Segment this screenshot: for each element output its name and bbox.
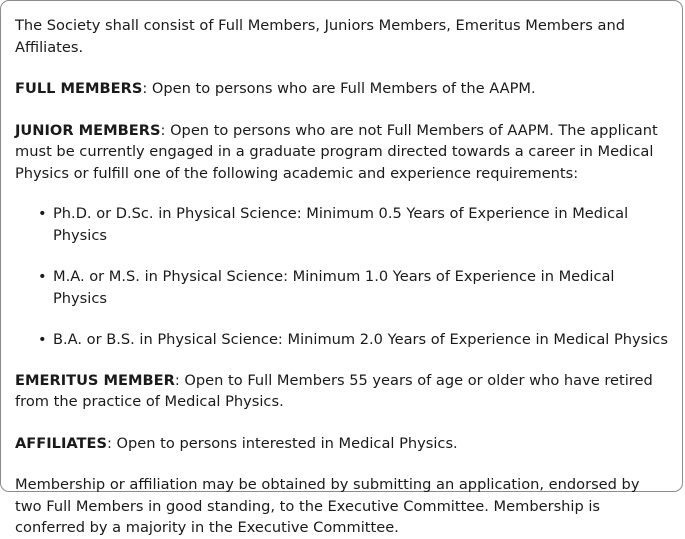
junior-requirements-list xyxy=(15,203,668,351)
full-members-text: : Open to persons who are Full Members of the AAPM. xyxy=(142,80,536,97)
bullet-icon: • xyxy=(38,268,47,285)
junior-members-heading: JUNIOR MEMBERS xyxy=(15,121,161,139)
emeritus-member-paragraph xyxy=(15,370,668,413)
list-item xyxy=(38,266,668,309)
bullet-icon: • xyxy=(38,205,47,222)
list-item-text: Ph.D. or D.Sc. in Physical Science: Minimum 0.5 Years of Experience in Medical Physics xyxy=(53,205,629,244)
junior-members-text: : Open to persons who are not Full Members of AAPM. The applicant must be currently engaged in a graduate program directed towards a career in Medical Physics or fulfill one of the following academic and experience requirements: xyxy=(15,121,658,182)
list-item-text: B.A. or B.S. in Physical Science: Minimum 2.0 Years of Experience in Medical Physics xyxy=(53,331,668,348)
list-item xyxy=(38,203,668,246)
affiliates-paragraph xyxy=(15,433,668,455)
bullet-icon: • xyxy=(38,331,47,348)
full-members-heading: FULL MEMBERS xyxy=(15,80,143,97)
closing-paragraph: Membership or affiliation may be obtained by submitting an application, endorsed by two Full Members in good standing, to the Executive Committee. Membership is conferred by a majority in the Executive Committee. xyxy=(15,476,640,536)
affiliates-text: : Open to persons interested in Medical Physics. xyxy=(107,434,458,452)
list-item xyxy=(38,329,668,351)
emeritus-member-text: : Open to Full Members 55 years of age or older who have retired from the practice of Medical Physics. xyxy=(15,371,653,410)
intro-paragraph: The Society shall consist of Full Members, Juniors Members, Emeritus Members and Affiliates. xyxy=(15,17,625,56)
junior-members-paragraph xyxy=(15,120,668,185)
full-members-paragraph xyxy=(15,78,668,100)
emeritus-member-heading: EMERITUS MEMBER xyxy=(15,371,175,389)
affiliates-heading: AFFILIATES xyxy=(15,434,107,452)
list-item-text: M.A. or M.S. in Physical Science: Minimum 1.0 Years of Experience in Medical Physics xyxy=(53,268,615,307)
